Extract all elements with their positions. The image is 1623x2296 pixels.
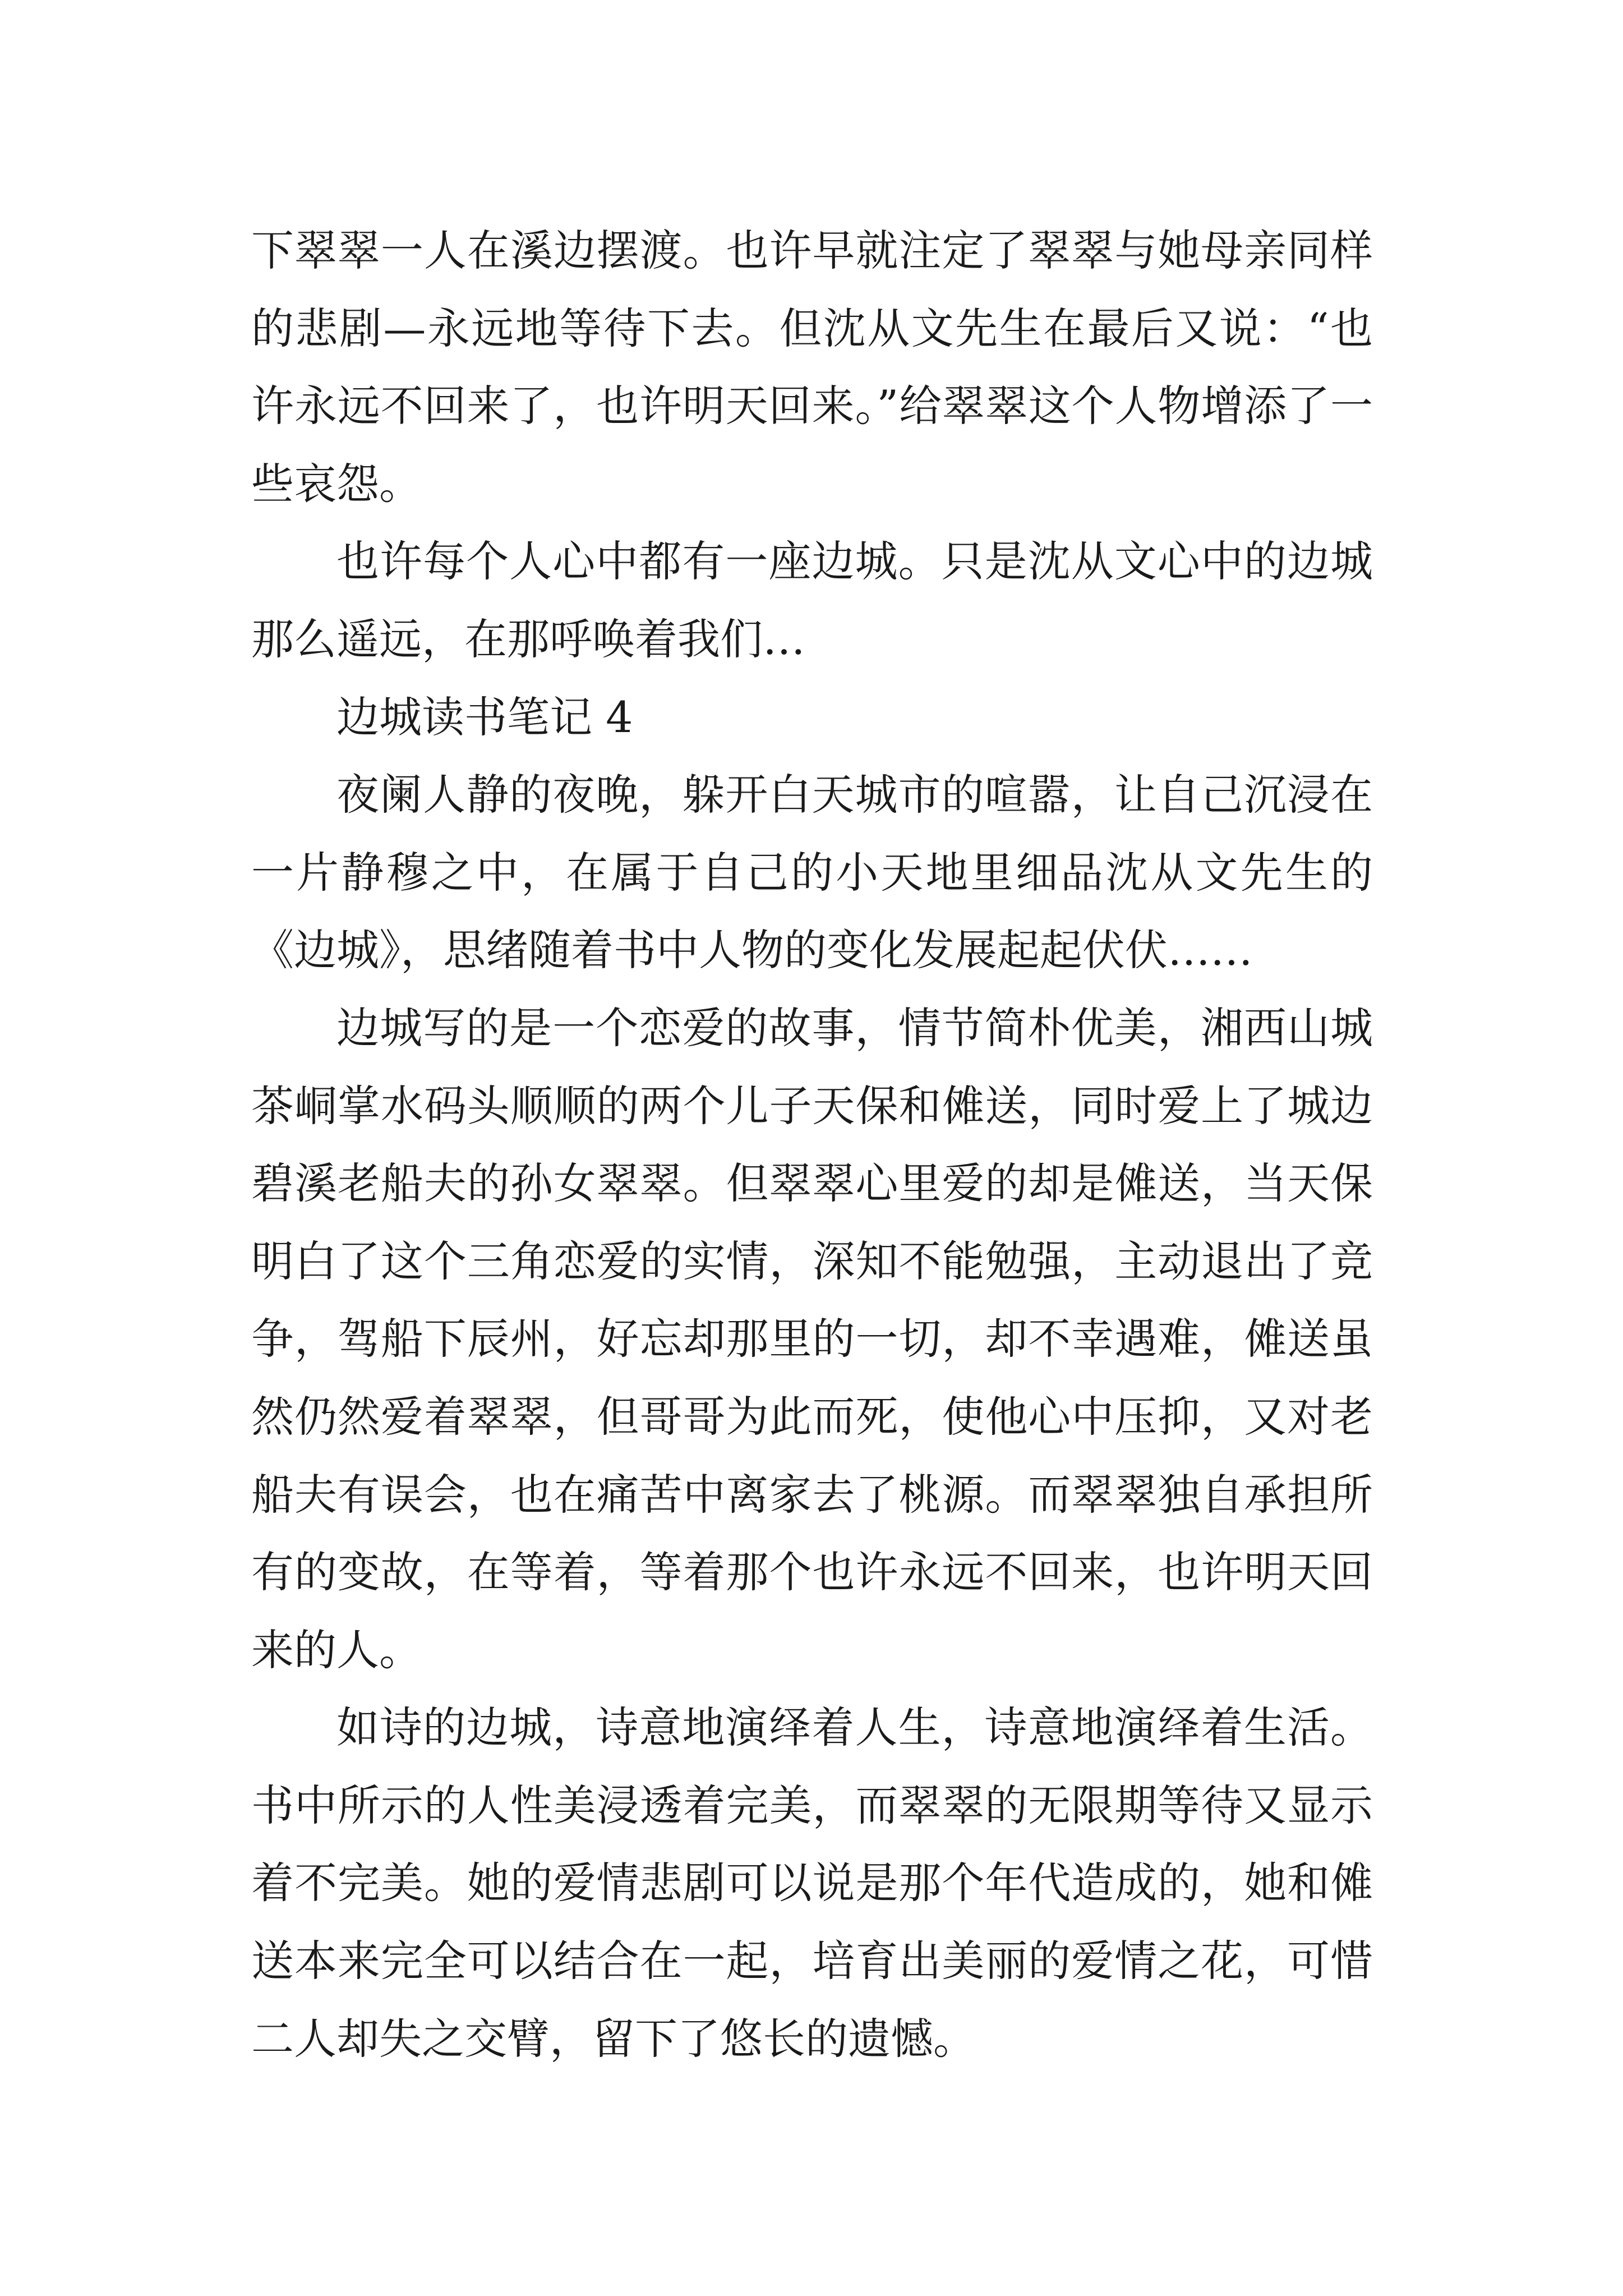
paragraph: 也许每个人心中都有一座边城。只是沈从文心中的边城那么遥远，在那呼唤着我们… <box>251 536 1373 664</box>
section-heading: 边城读书笔记 4 <box>336 692 633 742</box>
document-body <box>251 212 1373 2078</box>
paragraph: 如诗的边城，诗意地演绎着人生，诗意地演绎着生活。书中所示的人性美浸透着完美，而翠翠的无限期等待又显示着不完美。她的爱情悲剧可以说是那个年代造成的，她和傩送本来完全可以结合在一起，培育出美丽的爱情之花，可惜二人却失之交臂，留下了悠长的遗憾。 <box>251 1703 1373 2064</box>
paragraph: 边城写的是一个恋爱的故事，情节简朴优美，湘西山城茶峒掌水码头顺顺的两个儿子天保和傩送，同时爱上了城边碧溪老船夫的孙女翠翠。但翠翠心里爱的却是傩送，当天保明白了这个三角恋爱的实情，深知不能勉强，主动退出了竞争，驾船下辰州，好忘却那里的一切，却不幸遇难，傩送虽然仍然爱着翠翠，但哥哥为此而死，使他心中压抑，又对老船夫有误会，也在痛苦中离家去了桃源。而翠翠独自承担所有的变故，在等着，等着那个也许永远不回来，也许明天回来的人。 <box>251 1002 1373 1675</box>
paragraph-continuation: 下翠翠一人在溪边摆渡。也许早就注定了翠翠与她母亲同样的悲剧—永远地等待下去。但沈从文先生在最后又说：“也许永远不回来了，也许明天回来。”给翠翠这个人物增添了一些哀怨。 <box>251 226 1373 509</box>
paragraph: 夜阑人静的夜晚，躲开白天城市的喧嚣，让自己沉浸在一片静穆之中，在属于自己的小天地里细品沈从文先生的《边城》，思绪随着书中人物的变化发展起起伏伏…… <box>251 770 1373 976</box>
